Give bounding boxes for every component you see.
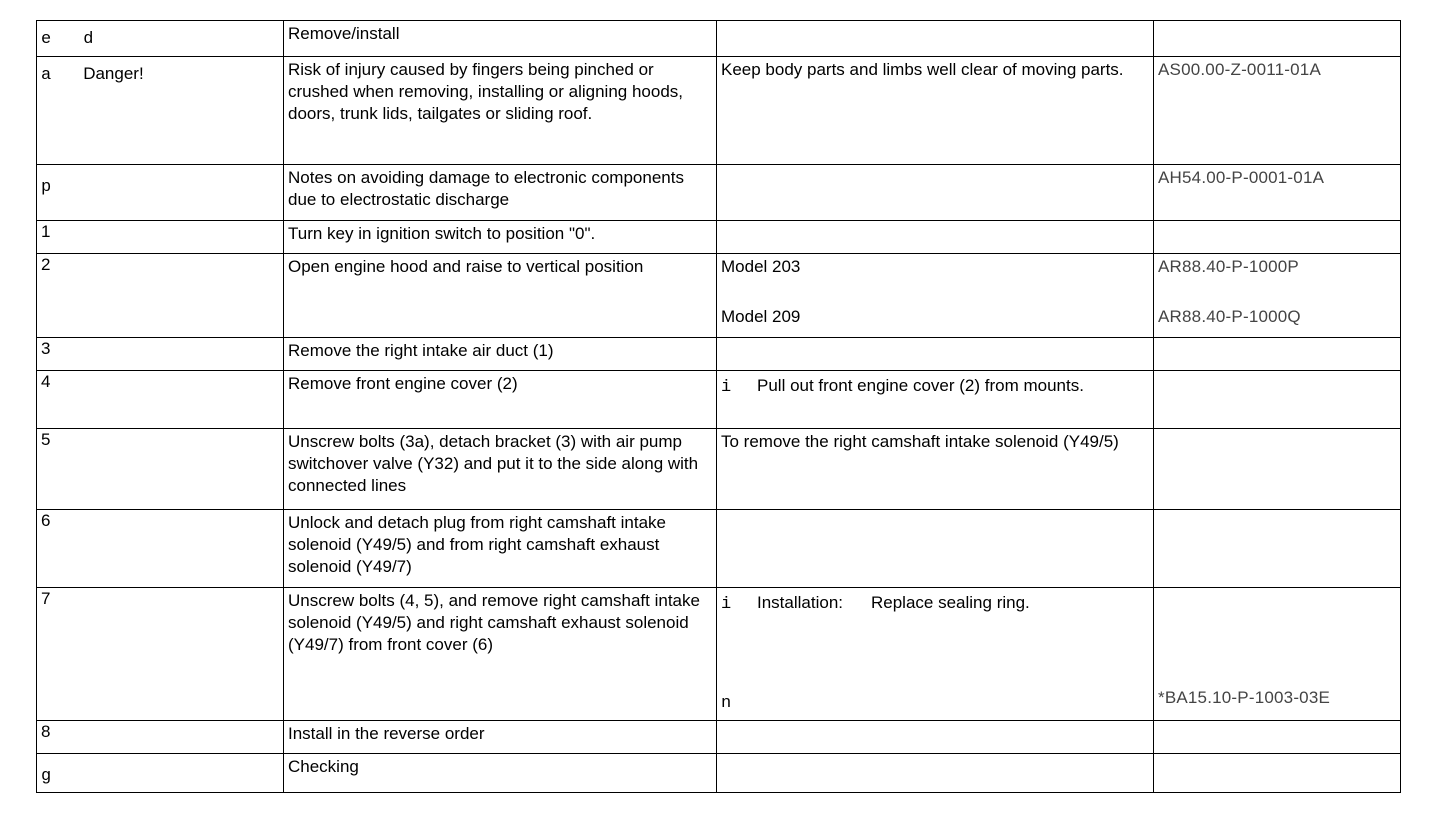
step-cell [37, 165, 284, 221]
step-cell [37, 371, 284, 429]
instruction-cell [284, 721, 717, 754]
step-cell [37, 510, 284, 588]
instruction-cell [284, 429, 717, 510]
instruction-cell [284, 338, 717, 371]
note-cell [717, 721, 1154, 754]
instruction-cell [284, 371, 717, 429]
installation-label: Installation: [757, 593, 843, 612]
procedure-table [36, 20, 1401, 793]
instruction-cell [284, 754, 717, 793]
note-cell [717, 21, 1154, 57]
checking-symbol: g [41, 767, 52, 786]
info-symbol: i [721, 595, 732, 614]
step-number: 2 [41, 255, 51, 274]
reference-link[interactable]: AH54.00-P-0001-01A [1158, 168, 1325, 187]
note-cell [717, 429, 1154, 510]
remove-install-label: d [83, 30, 94, 49]
instruction-text: Risk of injury caused by fingers being pinched or crushed when removing, installing or aligning hoods, doors, trunk lids, tailgates or sliding roof. [288, 60, 684, 123]
note-cell [717, 57, 1154, 165]
table-row [37, 754, 1401, 793]
table-row [37, 21, 1401, 57]
reference-cell [1154, 371, 1401, 429]
step-cell [37, 221, 284, 254]
table-row [37, 254, 1401, 338]
note-cell [717, 221, 1154, 254]
instruction-text: Turn key in ignition switch to position "0". [288, 224, 596, 243]
info-symbol: i [721, 378, 732, 397]
danger-symbol: a [41, 66, 52, 85]
note-cell [717, 371, 1154, 429]
instruction-text: Checking [288, 757, 359, 776]
reference-link[interactable]: AR88.40-P-1000Q [1158, 307, 1301, 326]
step-number: 8 [41, 722, 51, 741]
reference-cell [1154, 429, 1401, 510]
instruction-cell [284, 165, 717, 221]
step-cell [37, 21, 284, 57]
instruction-cell [284, 21, 717, 57]
note-cell [717, 510, 1154, 588]
note-symbol: p [41, 178, 52, 197]
reference-cell [1154, 754, 1401, 793]
reference-cell [1154, 510, 1401, 588]
instruction-cell [284, 57, 717, 165]
step-cell [37, 429, 284, 510]
tightening-torque-symbol: n [721, 694, 732, 713]
step-number: 6 [41, 511, 51, 530]
reference-link[interactable]: *BA15.10-P-1003-03E [1158, 688, 1331, 707]
note-cell [717, 754, 1154, 793]
table-row [37, 588, 1401, 721]
step-cell [37, 721, 284, 754]
table-row [37, 165, 1401, 221]
note-text: Pull out front engine cover (2) from mounts. [757, 376, 1084, 395]
step-cell [37, 754, 284, 793]
reference-link[interactable]: AR88.40-P-1000P [1158, 257, 1299, 276]
step-cell [37, 588, 284, 721]
instruction-cell [284, 588, 717, 721]
reference-cell [1154, 338, 1401, 371]
instruction-text: Open engine hood and raise to vertical position [288, 257, 644, 276]
model-label: Model 203 [721, 257, 801, 276]
instruction-text: Remove front engine cover (2) [288, 374, 518, 393]
note-text: To remove the right camshaft intake solenoid (Y49/5) [721, 432, 1119, 451]
model-label: Model 209 [721, 307, 801, 326]
step-cell [37, 57, 284, 165]
table-row [37, 371, 1401, 429]
instruction-cell [284, 221, 717, 254]
reference-cell [1154, 21, 1401, 57]
note-text: Replace sealing ring. [871, 593, 1030, 612]
instruction-text: Notes on avoiding damage to electronic components due to electrostatic discharge [288, 168, 684, 209]
reference-cell [1154, 57, 1401, 165]
step-number: 4 [41, 372, 51, 391]
reference-cell [1154, 221, 1401, 254]
danger-label: Danger! [83, 64, 144, 83]
remove-install-symbol: e [41, 30, 52, 49]
note-cell [717, 338, 1154, 371]
table-row [37, 721, 1401, 754]
step-cell [37, 254, 284, 338]
instruction-text: Unlock and detach plug from right camshaft intake solenoid (Y49/5) and from right camshaft exhaust solenoid (Y49/7) [288, 513, 666, 576]
step-number: 3 [41, 339, 51, 358]
note-text: Keep body parts and limbs well clear of moving parts. [721, 60, 1124, 79]
instruction-text: Remove/install [288, 24, 400, 43]
reference-link[interactable]: AS00.00-Z-0011-01A [1158, 60, 1321, 79]
reference-cell [1154, 721, 1401, 754]
instruction-text: Remove the right intake air duct (1) [288, 341, 554, 360]
step-number: 5 [41, 430, 51, 449]
instruction-cell [284, 254, 717, 338]
reference-cell [1154, 588, 1401, 721]
note-cell [717, 165, 1154, 221]
step-cell [37, 338, 284, 371]
instruction-text: Install in the reverse order [288, 724, 485, 743]
step-number: 1 [41, 222, 51, 241]
table-row [37, 510, 1401, 588]
reference-cell [1154, 165, 1401, 221]
table-row [37, 221, 1401, 254]
step-number: 7 [41, 589, 51, 608]
instruction-cell [284, 510, 717, 588]
reference-cell [1154, 254, 1401, 338]
note-cell [717, 254, 1154, 338]
table-row [37, 57, 1401, 165]
note-cell [717, 588, 1154, 721]
instruction-text: Unscrew bolts (4, 5), and remove right camshaft intake solenoid (Y49/5) and right camshaft exhaust solenoid (Y49/7) from front cover (6) [288, 591, 700, 654]
table-row [37, 338, 1401, 371]
table-row [37, 429, 1401, 510]
instruction-text: Unscrew bolts (3a), detach bracket (3) with air pump switchover valve (Y32) and put it to the side along with connected lines [288, 432, 699, 495]
